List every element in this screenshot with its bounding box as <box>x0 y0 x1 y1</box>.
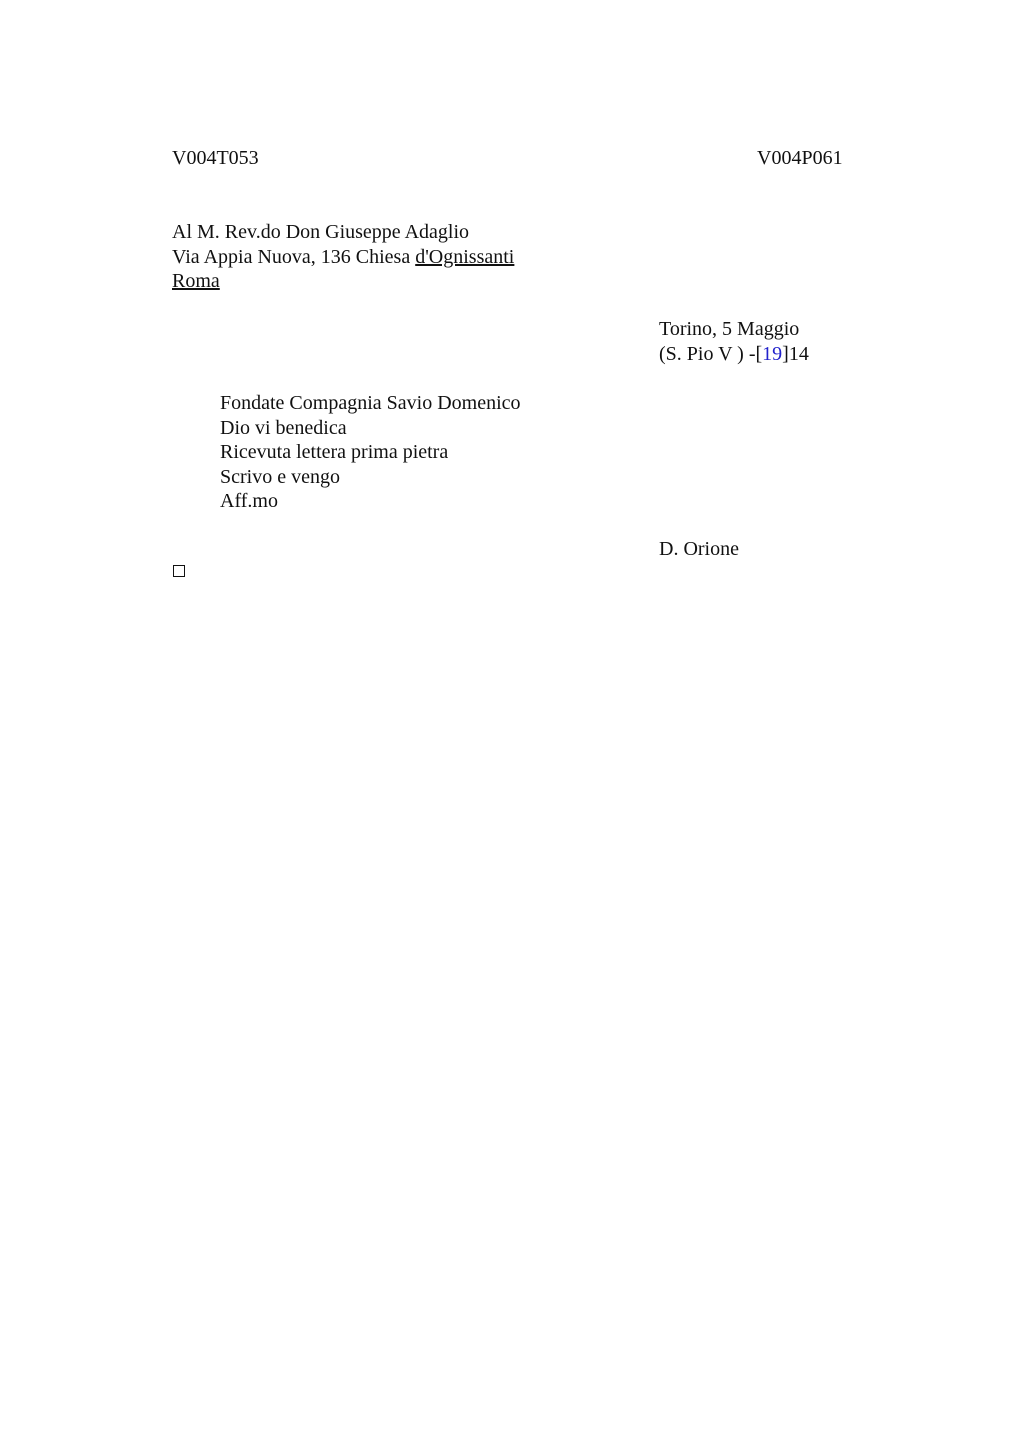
letter-body <box>220 391 521 514</box>
recipient-address <box>172 220 514 294</box>
empty-square-icon <box>173 565 185 577</box>
signature: D. Orione <box>659 538 739 560</box>
address-line-1: Al M. Rev.do Don Giuseppe Adaglio <box>172 221 470 243</box>
body-line: Fondate Compagnia Savio Domenico <box>220 392 521 414</box>
dateline-year-inserted: 19 <box>762 342 783 365</box>
document-code-left: V004T053 <box>172 147 259 169</box>
address-line-3 <box>172 269 514 294</box>
address-street: Via Appia Nuova, 136 Chiesa <box>172 245 416 268</box>
dateline-year-suffix: ]14 <box>782 342 809 365</box>
address-church-underlined: d'Ognissanti <box>415 245 515 268</box>
body-line: Ricevuta lettera prima pietra <box>220 441 449 463</box>
dateline <box>659 317 809 366</box>
document-code-right: V004P061 <box>757 147 843 169</box>
body-line: Dio vi benedica <box>220 416 347 439</box>
dateline-feast-year <box>659 342 809 367</box>
dateline-feast: (S. Pio V ) -[ <box>659 342 763 365</box>
body-line: Aff.mo <box>220 490 278 512</box>
address-city-underlined: Roma <box>172 270 220 292</box>
address-line-2 <box>172 245 514 270</box>
body-line: Scrivo e vengo <box>220 465 340 488</box>
dateline-place-date: Torino, 5 Maggio <box>659 318 800 340</box>
